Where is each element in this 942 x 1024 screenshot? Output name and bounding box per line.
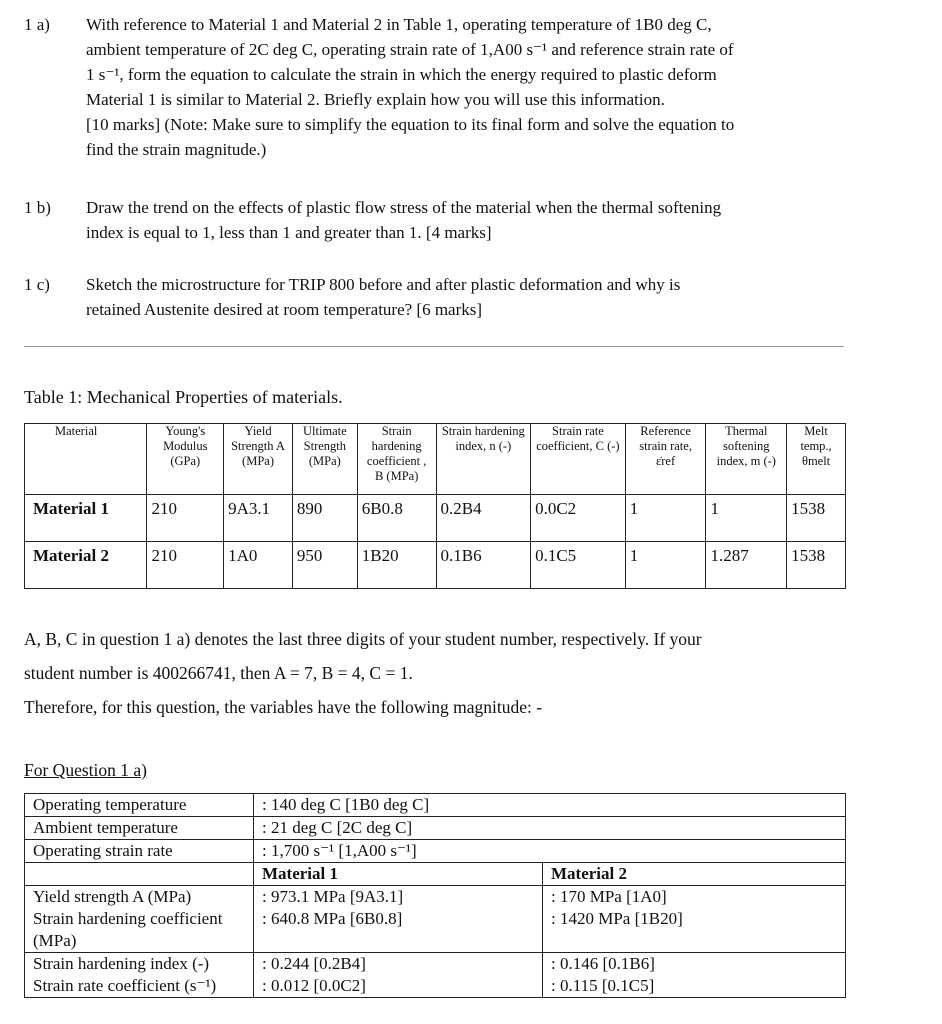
- note-line: A, B, C in question 1 a) denotes the last three digits of your student number, respectively. If your: [24, 629, 702, 649]
- table-row: [25, 953, 846, 998]
- shc-label: Strain hardening coefficient (MPa): [33, 909, 223, 950]
- table-cell: 1B20: [357, 542, 436, 589]
- for-question-heading: For Question 1 a): [24, 760, 147, 780]
- question-text: [86, 272, 844, 322]
- question-line: ambient temperature of 2C deg C, operating strain rate of 1,A00 s⁻¹ and reference strain rate of: [86, 40, 734, 59]
- row-label: Material 2: [25, 542, 147, 589]
- separator: [24, 346, 844, 347]
- table-cell: 950: [292, 542, 357, 589]
- shc-m2: : 1420 MPa [1B20]: [551, 909, 683, 928]
- question-number: 1 c): [24, 275, 50, 294]
- row-label: Material 1: [25, 495, 147, 542]
- table-row: [25, 542, 846, 589]
- properties-table: [24, 423, 846, 589]
- table-cell: 1: [706, 495, 787, 542]
- table-row: [25, 840, 846, 863]
- yield-m2: : 170 MPa [1A0]: [551, 887, 667, 906]
- var-value: [543, 886, 846, 953]
- header-cell: Strain hardening index, n (-): [436, 424, 531, 495]
- student-number-note: [24, 622, 874, 724]
- var-label: Ambient temperature: [25, 817, 254, 840]
- material-1-heading: Material 1: [254, 863, 543, 886]
- header-cell: Thermal softening index, m (-): [706, 424, 787, 495]
- table-cell: 1: [625, 542, 706, 589]
- header-cell: Material: [25, 424, 147, 495]
- shi-label: Strain hardening index (-): [33, 954, 210, 973]
- table-header-row: [25, 424, 846, 495]
- header-cell: Strain rate coefficient, C (-): [531, 424, 626, 495]
- table-cell: 1: [625, 495, 706, 542]
- empty-cell: [25, 863, 254, 886]
- var-label: Operating strain rate: [25, 840, 254, 863]
- table-cell: 210: [147, 495, 224, 542]
- var-value: : 21 deg C [2C deg C]: [254, 817, 846, 840]
- question-text: [86, 12, 844, 162]
- table-cell: 1538: [787, 495, 846, 542]
- table-cell: 0.2B4: [436, 495, 531, 542]
- table-row: [25, 794, 846, 817]
- header-cell: Reference strain rate, ε̇ref: [625, 424, 706, 495]
- question-line: find the strain magnitude.): [86, 140, 267, 159]
- var-label: [25, 886, 254, 953]
- var-value: : 140 deg C [1B0 deg C]: [254, 794, 846, 817]
- yield-m1: : 973.1 MPa [9A3.1]: [262, 887, 404, 906]
- table-cell: 1A0: [224, 542, 293, 589]
- question-line: [10 marks] (Note: Make sure to simplify the equation to its final form and solve the equation to: [86, 115, 735, 134]
- src-label: Strain rate coefficient (s⁻¹): [33, 976, 217, 995]
- note-line: Therefore, for this question, the variables have the following magnitude: -: [24, 697, 543, 717]
- variables-table: [24, 793, 846, 998]
- var-value: [254, 953, 543, 998]
- question-number: 1 b): [24, 198, 51, 217]
- var-label: [25, 953, 254, 998]
- table-row: [25, 495, 846, 542]
- var-value: [543, 953, 846, 998]
- table-cell: 890: [292, 495, 357, 542]
- header-cell: Yield Strength A (MPa): [224, 424, 293, 495]
- question-text: [86, 195, 844, 245]
- table-caption: Table 1: Mechanical Properties of materials.: [24, 387, 343, 407]
- question-line: With reference to Material 1 and Material 2 in Table 1, operating temperature of 1B0 deg C,: [86, 15, 712, 34]
- table-cell: 0.1C5: [531, 542, 626, 589]
- table-cell: 1538: [787, 542, 846, 589]
- table-cell: 6B0.8: [357, 495, 436, 542]
- var-label: Operating temperature: [25, 794, 254, 817]
- table-cell: 0.1B6: [436, 542, 531, 589]
- table-cell: 210: [147, 542, 224, 589]
- question-line: Draw the trend on the effects of plastic flow stress of the material when the thermal softening: [86, 198, 722, 217]
- src-m2: : 0.115 [0.1C5]: [551, 976, 655, 995]
- header-cell: Ultimate Strength (MPa): [292, 424, 357, 495]
- question-line: 1 s⁻¹, form the equation to calculate the strain in which the energy required to plastic deform: [86, 65, 717, 84]
- question-line: index is equal to 1, less than 1 and greater than 1. [4 marks]: [86, 223, 492, 242]
- header-cell: Young's Modulus (GPa): [147, 424, 224, 495]
- shi-m1: : 0.244 [0.2B4]: [262, 954, 366, 973]
- table-row: [25, 886, 846, 953]
- table-cell: 0.0C2: [531, 495, 626, 542]
- table-cell: 9A3.1: [224, 495, 293, 542]
- question-line: Sketch the microstructure for TRIP 800 before and after plastic deformation and why is: [86, 275, 681, 294]
- note-line: student number is 400266741, then A = 7, B = 4, C = 1.: [24, 663, 413, 683]
- var-value: [254, 886, 543, 953]
- src-m1: : 0.012 [0.0C2]: [262, 976, 366, 995]
- shc-m1: : 640.8 MPa [6B0.8]: [262, 909, 403, 928]
- var-value: : 1,700 s⁻¹ [1,A00 s⁻¹]: [254, 840, 846, 863]
- table-row: [25, 817, 846, 840]
- yield-label: Yield strength A (MPa): [33, 887, 192, 906]
- question-number: 1 a): [24, 15, 50, 34]
- table-cell: 1.287: [706, 542, 787, 589]
- header-cell: Strain hardening coefficient , B (MPa): [357, 424, 436, 495]
- shi-m2: : 0.146 [0.1B6]: [551, 954, 655, 973]
- question-line: retained Austenite desired at room temperature? [6 marks]: [86, 300, 483, 319]
- material-2-heading: Material 2: [543, 863, 846, 886]
- table-row: [25, 863, 846, 886]
- header-cell: Melt temp., θmelt: [787, 424, 846, 495]
- question-line: Material 1 is similar to Material 2. Briefly explain how you will use this information.: [86, 90, 665, 109]
